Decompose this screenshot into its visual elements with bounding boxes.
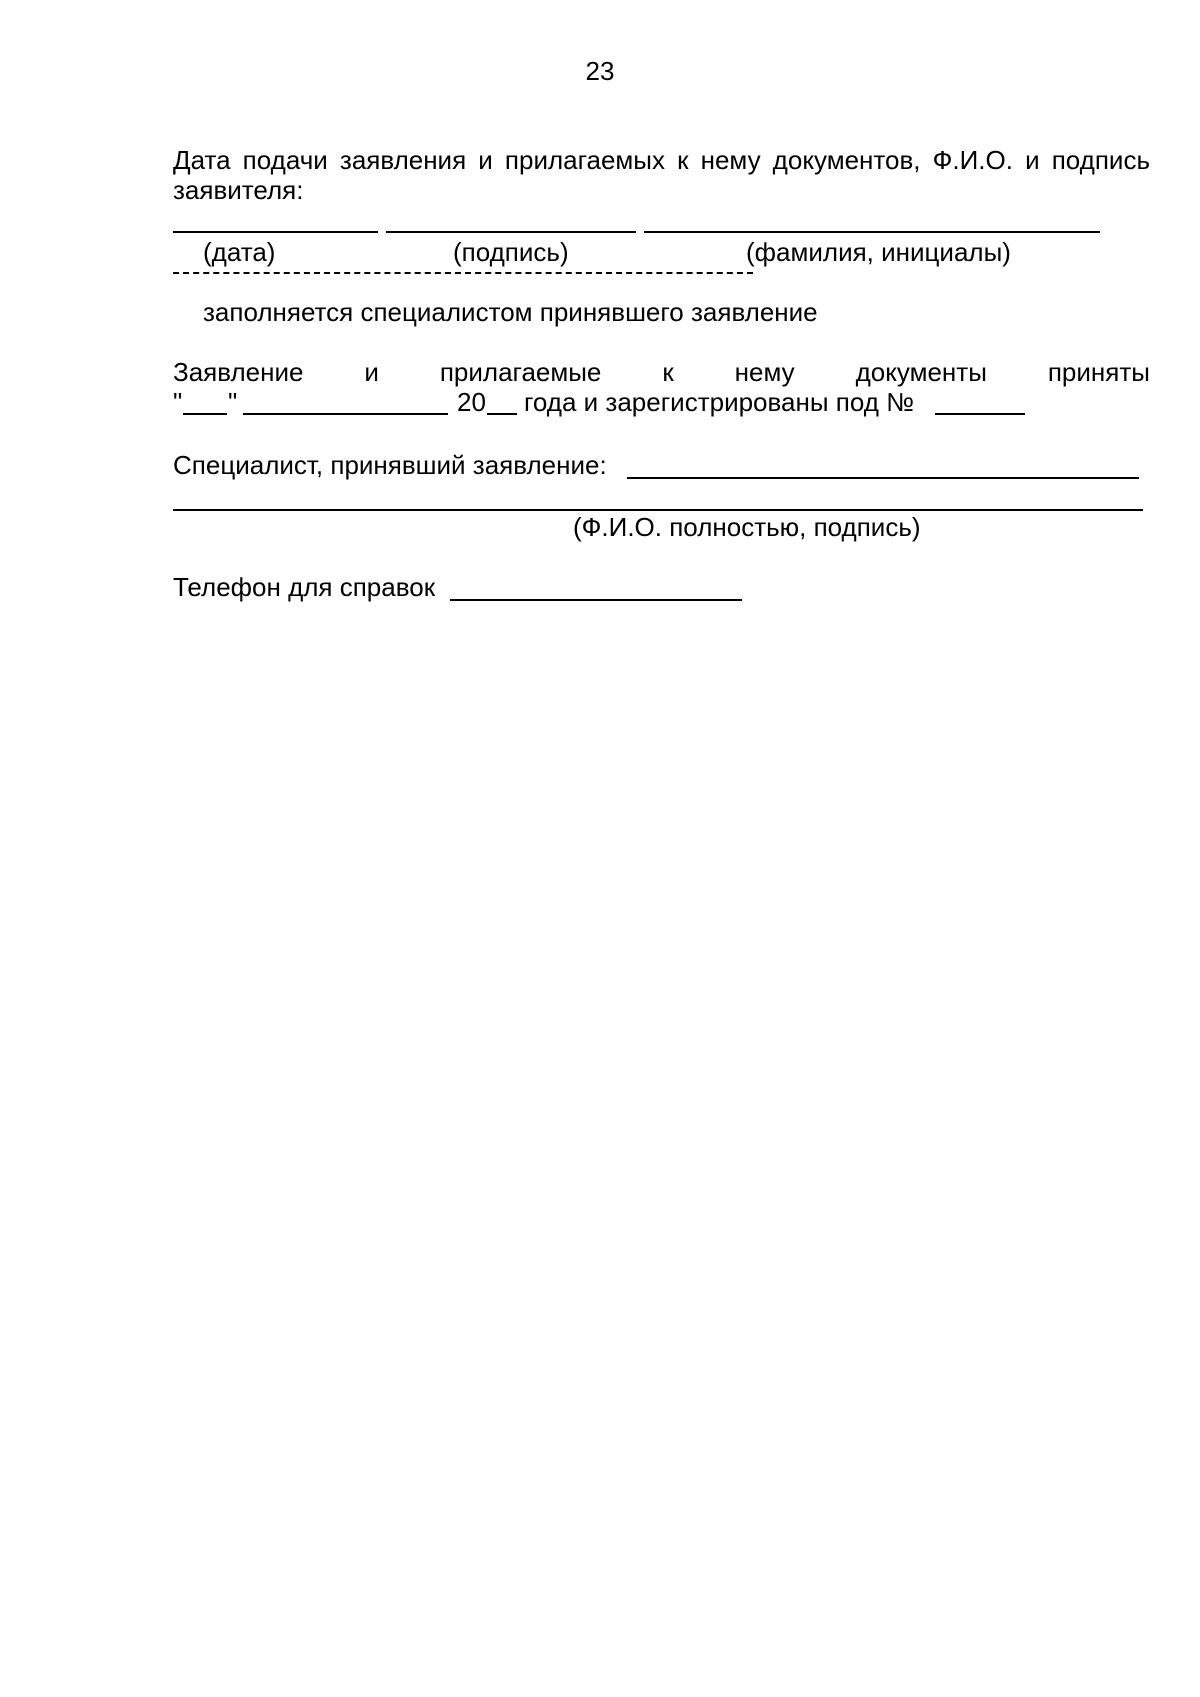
registered-text: года и зарегистрированы под № <box>524 387 915 417</box>
accepted-word: Заявление <box>173 357 304 387</box>
page-number: 23 <box>585 56 615 86</box>
phone-line <box>450 599 742 601</box>
name-line <box>644 231 1100 233</box>
submission-paragraph: Дата подачи заявления и прилагаемых к нему документов, Ф.И.О. и подпись заявителя: <box>173 145 1150 205</box>
accepted-word: и <box>364 357 379 387</box>
specialist-note: заполняется специалистом принявшего заявление <box>203 297 818 327</box>
date-quote-close: " <box>228 387 238 417</box>
specialist-caption: (Ф.И.О. полностью, подпись) <box>573 512 921 542</box>
phone-label: Телефон для справок <box>173 572 436 602</box>
year-line <box>487 413 517 415</box>
date-caption: (дата) <box>203 237 276 267</box>
specialist-full-line <box>173 509 1143 511</box>
date-line <box>173 231 378 233</box>
signature-line <box>386 231 636 233</box>
accepted-word: прилагаемые <box>439 357 602 387</box>
accepted-word: приняты <box>1047 357 1150 387</box>
accepted-row <box>173 357 1150 387</box>
day-line <box>183 413 227 415</box>
date-quote-open: " <box>173 387 183 417</box>
specialist-line <box>627 477 1139 479</box>
name-caption: (фамилия, инициалы) <box>746 237 1011 267</box>
registration-number-line <box>935 413 1025 415</box>
month-line <box>243 413 448 415</box>
dashed-separator <box>173 272 753 274</box>
year-prefix: 20 <box>457 387 486 417</box>
specialist-label: Специалист, принявший заявление: <box>173 450 607 480</box>
signature-caption: (подпись) <box>453 237 569 267</box>
accepted-word: документы <box>855 357 987 387</box>
accepted-word: нему <box>734 357 795 387</box>
accepted-word: к <box>662 357 674 387</box>
